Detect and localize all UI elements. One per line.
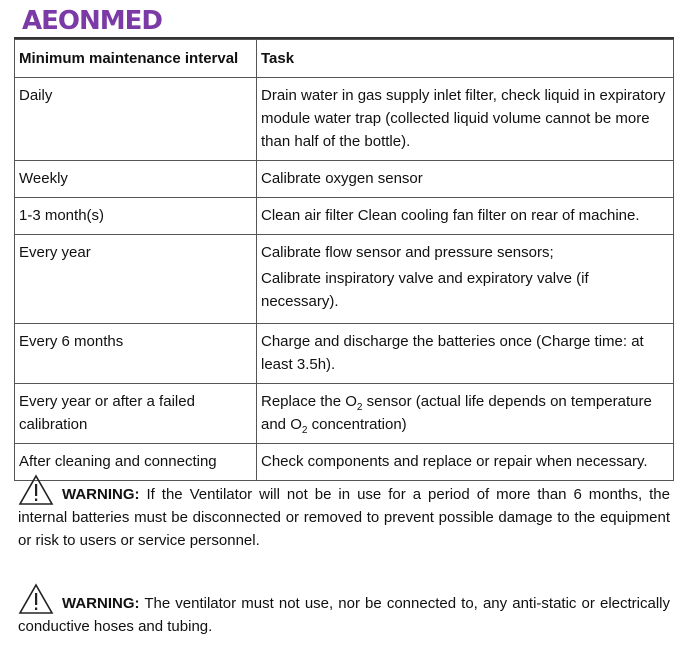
task-line: Calibrate flow sensor and pressure sensors;: [261, 244, 554, 261]
warning-label: WARNING:: [62, 486, 140, 503]
task-cell: Clean air filter Clean cooling fan filter on rear of machine.: [257, 198, 674, 235]
table-row: [15, 235, 674, 324]
task-text: Replace the O: [261, 393, 357, 410]
subscript: 2: [301, 425, 308, 436]
warning-triangle-icon: [18, 583, 54, 615]
subscript: 2: [356, 402, 363, 413]
maintenance-table: [14, 39, 674, 481]
task-text: concentration): [307, 416, 407, 433]
warning-block: [18, 474, 670, 552]
brand-logo: AEONMED: [22, 6, 162, 36]
warning-text: If the Ventilator will not be in use for a period of more than 6 months, the internal batteries must be disconnected or removed to prevent possible damage to the equipment or risk to users or service personnel.: [18, 486, 670, 549]
column-header-interval: Minimum maintenance interval: [15, 40, 257, 78]
interval-cell: Weekly: [15, 161, 257, 198]
table-row: [15, 324, 674, 384]
task-cell: [257, 235, 674, 324]
interval-cell: 1-3 month(s): [15, 198, 257, 235]
table-row: [15, 78, 674, 161]
warning-text: The ventilator must not use, nor be connected to, any anti-static or electrically conductive hoses and tubing.: [18, 595, 670, 635]
interval-cell: Daily: [15, 78, 257, 161]
warning-label: WARNING:: [62, 595, 140, 612]
table-header-row: [15, 40, 674, 78]
task-cell: Calibrate oxygen sensor: [257, 161, 674, 198]
task-text: sensor (actual life depends on temperature and O: [261, 393, 652, 433]
column-header-task: Task: [257, 40, 674, 78]
table-row: [15, 198, 674, 235]
interval-cell: Every year or after a failed calibration: [15, 384, 257, 444]
task-cell: Drain water in gas supply inlet filter, check liquid in expiratory module water trap (collected liquid volume cannot be more than half of the bottle).: [257, 78, 674, 161]
task-cell: [257, 384, 674, 444]
task-cell: Charge and discharge the batteries once (Charge time: at least 3.5h).: [257, 324, 674, 384]
interval-cell: Every 6 months: [15, 324, 257, 384]
table-row: [15, 161, 674, 198]
interval-cell: Every year: [15, 235, 257, 324]
warning-triangle-icon: [18, 474, 54, 506]
task-line: Calibrate inspiratory valve and expiratory valve (if necessary).: [261, 270, 589, 310]
interval-cell: After cleaning and connecting: [15, 444, 257, 481]
table-row: [15, 384, 674, 444]
warning-block: [18, 583, 670, 638]
task-cell: Check components and replace or repair when necessary.: [257, 444, 674, 481]
